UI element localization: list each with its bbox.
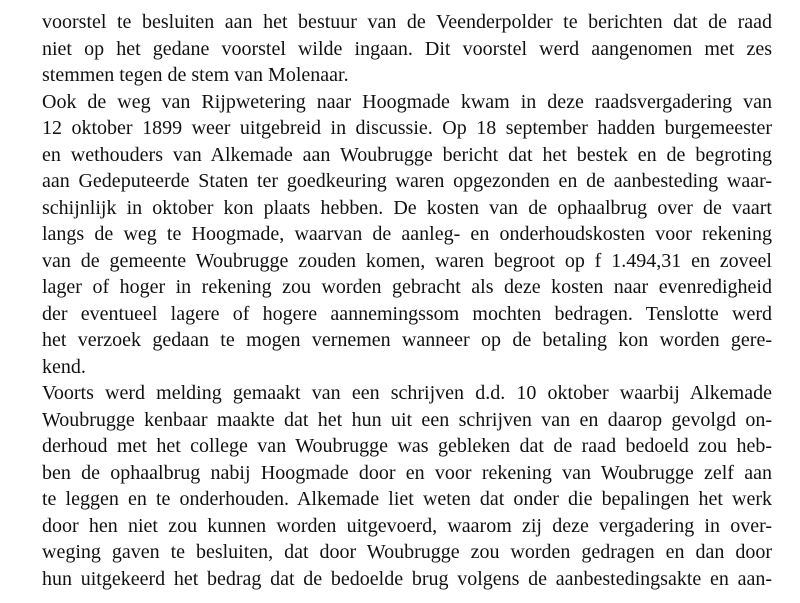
document-text [42,9,772,592]
paragraph [42,380,772,592]
paragraph [42,9,772,89]
text-line: door hen niet zou kunnen worden uitgevoerd, waarom zij deze vergadering in over- [42,514,772,537]
text-line: aan Gedeputeerde Staten ter goedkeuring waren opgezonden en de aanbesteding waar- [42,170,772,192]
text-line: stemmen tegen de stem van Molenaar. [42,64,349,86]
text-line: ben de ophaalbrug nabij Hoogmade door en voor rekening van Woubrugge zelf aan [42,461,772,484]
paragraph [42,89,772,381]
text-line: schijnlijk in oktober kon plaats hebben. De kosten van de ophaalbrug over de vaart [42,196,772,219]
text-line: en wethouders van Alkemade aan Woubrugge bericht dat het bestek en de begroting [42,143,772,166]
text-line: voorstel te besluiten aan het bestuur van de Veenderpolder te berichten dat de raad [42,11,772,33]
text-line: te leggen en te onderhouden. Alkemade liet weten dat onder die bepalingen het werk [42,488,772,510]
text-line: Voorts werd melding gemaakt van een schrijven d.d. 10 oktober waarbij Alkemade [42,382,772,404]
text-line: kend. [42,355,86,378]
text-line: der eventueel lagere of hogere aannemingssom mochten bedragen. Tenslotte werd [42,302,772,325]
text-line: van de gemeente Woubrugge zouden komen, waren begroot op f 1.494,31 en zoveel [42,249,772,272]
text-line: weging gaven te besluiten, dat door Woubrugge zou worden gedragen en dan door [42,541,772,563]
text-line: langs de weg te Hoogmade, waarvan de aanleg- en onderhoudskosten voor rekening [42,223,772,245]
text-line: lager of hoger in rekening zou worden gebracht als deze kosten naar evenredigheid [42,276,772,298]
text-line: 12 oktober 1899 weer uitgebreid in discussie. Op 18 september hadden burgemeester [42,117,772,139]
text-line: Ook de weg van Rijpwetering naar Hoogmade kwam in deze raadsvergadering van [42,90,772,113]
text-line: derhoud met het college van Woubrugge was gebleken dat de raad bedoeld zou heb- [42,435,772,457]
text-line: niet op het gedane voorstel wilde ingaan. Dit voorstel werd aangenomen met zes [42,37,772,60]
text-line: het verzoek gedaan te mogen vernemen wanneer op de betaling kon worden gere- [42,329,772,351]
text-line: hun uitgekeerd het bedrag dat de bedoelde brug volgens de aanbestedingsakte en aan- [42,567,772,590]
text-line: Woubrugge kenbaar maakte dat het hun uit een schrijven van en daarop gevolgd on- [42,408,772,431]
